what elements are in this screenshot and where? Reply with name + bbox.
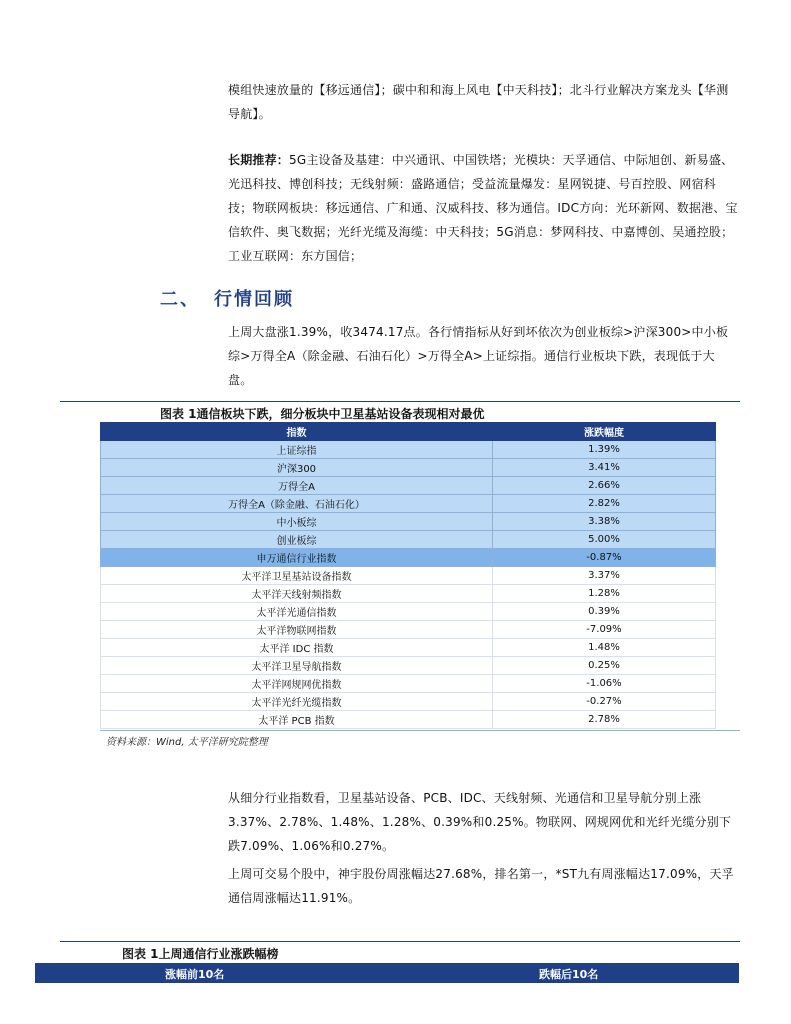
index-name-cell: 太平洋 PCB 指数 bbox=[101, 711, 493, 729]
table-row bbox=[101, 603, 716, 621]
col-header-top10: 涨幅前10名 bbox=[165, 968, 225, 981]
table-bottom-rule bbox=[100, 730, 740, 731]
market-paragraph: 上周大盘涨1.39%，收3474.17点。各行情指标从好到坏依次为创业板综>沪深300>中小板综>万得全A（除金融、石油石化）>万得全A>上证综指。通信行业板块下跌，表现低于大盘。 bbox=[228, 325, 729, 387]
index-name-cell: 太平洋物联网指数 bbox=[101, 621, 493, 639]
change-value-cell: 2.82% bbox=[493, 495, 716, 513]
change-value-cell: 0.25% bbox=[493, 657, 716, 675]
subsector-paragraph: 从细分行业指数看，卫星基站设备、PCB、IDC、天线射频、光通信和卫星导航分别上涨3.37%、2.78%、1.48%、1.28%、0.39%和0.25%。物联网、网规网优和光纤光缆分别下跌7.09%、1.06%和0.27%。 bbox=[228, 791, 732, 853]
change-value-cell: 3.37% bbox=[493, 567, 716, 585]
table1-source: 资料来源：Wind, 太平洋研究院整理 bbox=[106, 737, 268, 748]
table1-caption: 图表 1通信板块下跌，细分板块中卫星基站设备表现相对最优 bbox=[160, 407, 485, 421]
table-row bbox=[101, 549, 716, 567]
change-value-cell: -1.06% bbox=[493, 675, 716, 693]
table-row bbox=[101, 639, 716, 657]
table-row bbox=[101, 459, 716, 477]
index-name-cell: 太平洋 IDC 指数 bbox=[101, 639, 493, 657]
change-value-cell: -7.09% bbox=[493, 621, 716, 639]
change-value-cell: 2.78% bbox=[493, 711, 716, 729]
change-value-cell: 1.48% bbox=[493, 639, 716, 657]
index-name-cell: 太平洋卫星基站设备指数 bbox=[101, 567, 493, 585]
table-row bbox=[101, 531, 716, 549]
index-name-cell: 沪深300 bbox=[101, 459, 493, 477]
index-name-cell: 上证综指 bbox=[101, 441, 493, 459]
change-value-cell: 5.00% bbox=[493, 531, 716, 549]
table-header-row bbox=[101, 423, 716, 441]
index-name-cell: 创业板综 bbox=[101, 531, 493, 549]
caption-rule-2 bbox=[60, 941, 740, 942]
index-name-cell: 万得全A（除金融、石油石化） bbox=[101, 495, 493, 513]
table-row bbox=[101, 657, 716, 675]
table-row bbox=[101, 675, 716, 693]
table-row bbox=[101, 477, 716, 495]
table-row bbox=[101, 621, 716, 639]
caption-rule-top bbox=[60, 401, 740, 402]
table2-caption: 图表 1上周通信行业涨跌幅榜 bbox=[122, 947, 279, 961]
change-value-cell: -0.87% bbox=[493, 549, 716, 567]
index-name-cell: 太平洋天线射频指数 bbox=[101, 585, 493, 603]
col-header-index: 指数 bbox=[101, 423, 493, 441]
table-row bbox=[101, 585, 716, 603]
table-row bbox=[101, 711, 716, 729]
index-name-cell: 万得全A bbox=[101, 477, 493, 495]
change-value-cell: 0.39% bbox=[493, 603, 716, 621]
stock-paragraph: 上周可交易个股中，神宇股份周涨幅达27.68%，排名第一，*ST九有周涨幅达17.09%，天孚通信周涨幅达11.91%。 bbox=[228, 867, 734, 905]
change-value-cell: 1.39% bbox=[493, 441, 716, 459]
change-value-cell: -0.27% bbox=[493, 693, 716, 711]
ranking-table-header bbox=[35, 963, 739, 983]
change-value-cell: 3.41% bbox=[493, 459, 716, 477]
index-name-cell: 太平洋光通信指数 bbox=[101, 603, 493, 621]
long-term-text: 5G主设备及基建：中兴通讯、中国铁塔；光模块：天孚通信、中际旭创、新易盛、光迅科技、博创科技；无线射频：盛路通信；受益流量爆发：星网锐捷、号百控股、网宿科技；物联网板块：移远通信、广和通、汉威科技、移为通信。IDC方向：光环新网、数据港、宝信软件、奥飞数据；光纤光缆及海缆：中天科技；5G消息：梦网科技、中嘉博创、吴通控股；工业互联网：东方国信； bbox=[228, 153, 738, 263]
table-row bbox=[101, 567, 716, 585]
index-name-cell: 太平洋卫星导航指数 bbox=[101, 657, 493, 675]
table-row bbox=[101, 495, 716, 513]
index-name-cell: 中小板综 bbox=[101, 513, 493, 531]
section-title: 行情回顾 bbox=[214, 289, 294, 310]
section-number: 二、 bbox=[160, 289, 200, 310]
long-term-paragraph bbox=[228, 148, 738, 268]
index-name-cell: 太平洋光纤光缆指数 bbox=[101, 693, 493, 711]
section-heading bbox=[160, 285, 294, 311]
long-term-label: 长期推荐： bbox=[228, 153, 290, 167]
index-name-cell: 申万通信行业指数 bbox=[101, 549, 493, 567]
index-name-cell: 太平洋网规网优指数 bbox=[101, 675, 493, 693]
col-header-change: 涨跌幅度 bbox=[493, 423, 716, 441]
col-header-bottom10: 跌幅后10名 bbox=[539, 968, 599, 981]
change-value-cell: 3.38% bbox=[493, 513, 716, 531]
table-row bbox=[101, 441, 716, 459]
change-value-cell: 2.66% bbox=[493, 477, 716, 495]
table-row bbox=[101, 513, 716, 531]
intro-paragraph: 模组快速放量的【移远通信】；碳中和和海上风电【中天科技】；北斗行业解决方案龙头【华测导航】。 bbox=[228, 83, 729, 121]
index-performance-table bbox=[100, 422, 716, 729]
table-row bbox=[101, 693, 716, 711]
change-value-cell: 1.28% bbox=[493, 585, 716, 603]
